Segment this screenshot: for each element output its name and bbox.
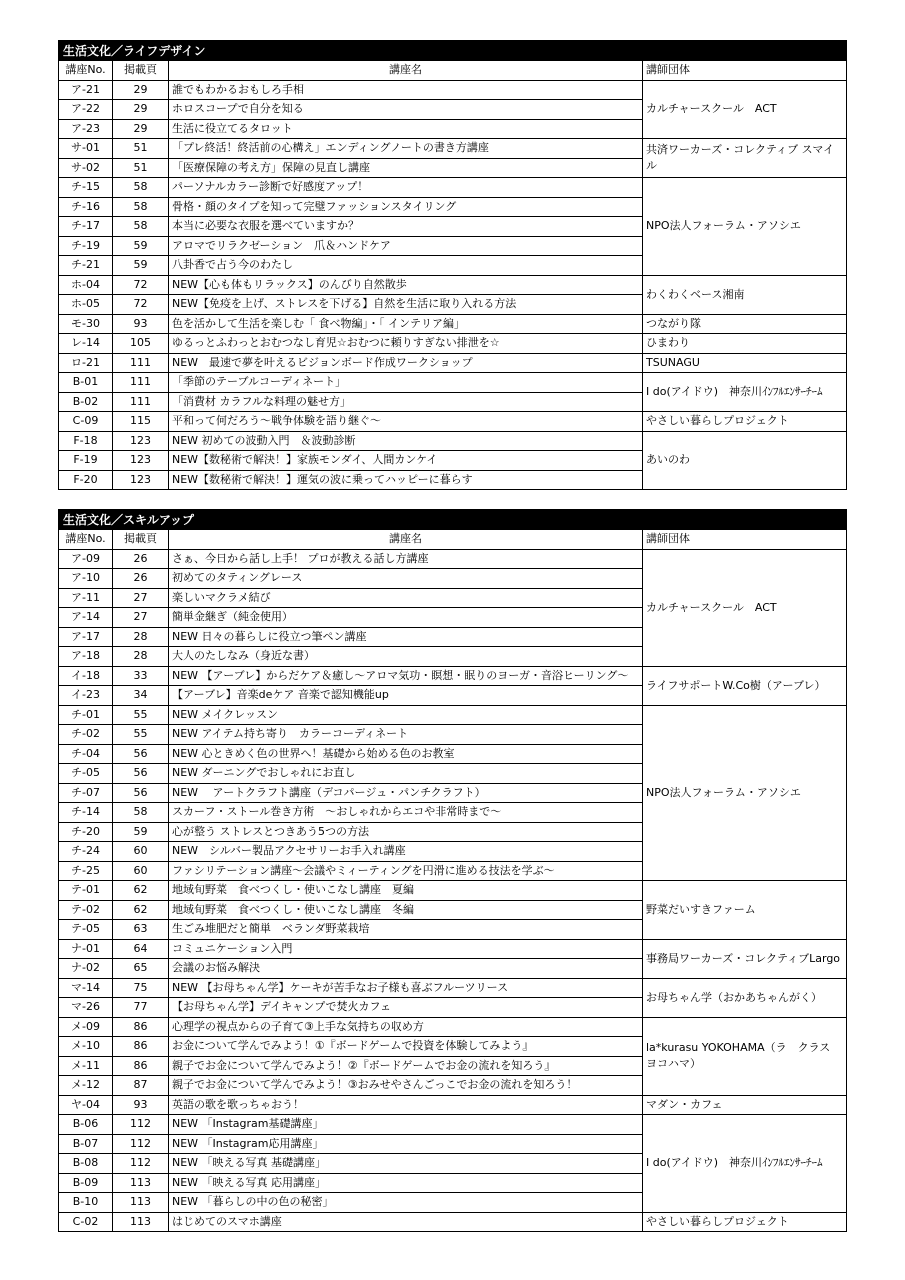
course-name: 心理学の視点からの子育て③上手な気持ちの収め方	[169, 1017, 643, 1037]
course-page: 113	[113, 1193, 169, 1213]
course-name: 地域旬野菜 食べつくし・使いこなし講座 冬編	[169, 900, 643, 920]
course-page: 115	[113, 412, 169, 432]
course-page: 59	[113, 822, 169, 842]
table-row	[59, 373, 847, 393]
course-no: サ-01	[59, 139, 113, 159]
course-name: 骨格・顔のタイプを知って完璧ファッションスタイリング	[169, 197, 643, 217]
course-name: 親子でお金について学んでみよう！②『ボードゲームでお金の流れを知ろう』	[169, 1056, 643, 1076]
course-name: 楽しいマクラメ結び	[169, 588, 643, 608]
instructor-org: I do(アイドウ) 神奈川ｲﾝﾌﾙｴﾝｻｰﾁｰﾑ	[643, 1115, 847, 1213]
course-table-life-design	[58, 40, 847, 490]
course-no: チ-02	[59, 725, 113, 745]
course-page: 29	[113, 100, 169, 120]
course-no: B-10	[59, 1193, 113, 1213]
col-header-no: 講座No.	[59, 61, 113, 81]
course-page: 58	[113, 178, 169, 198]
course-page: 55	[113, 725, 169, 745]
course-name: 「医療保障の考え方」保障の見直し講座	[169, 158, 643, 178]
course-page: 86	[113, 1017, 169, 1037]
course-name: NEW 【お母ちゃん学】ケーキが苦手なお子様も喜ぶフルーツリース	[169, 978, 643, 998]
table-row	[59, 314, 847, 334]
course-page: 72	[113, 295, 169, 315]
course-no: ヤ-04	[59, 1095, 113, 1115]
instructor-org: あいのわ	[643, 431, 847, 490]
instructor-org: ライフサポートW.Co樹（アーブレ）	[643, 666, 847, 705]
instructor-org: NPO法人フォーラム・アソシエ	[643, 178, 847, 276]
course-no: チ-21	[59, 256, 113, 276]
course-no: ホ-04	[59, 275, 113, 295]
course-no: イ-23	[59, 686, 113, 706]
course-page: 27	[113, 608, 169, 628]
course-name: さぁ、今日から話し上手！ プロが教える話し方講座	[169, 549, 643, 569]
course-no: モ-30	[59, 314, 113, 334]
course-no: ア-10	[59, 569, 113, 589]
course-name: ホロスコープで自分を知る	[169, 100, 643, 120]
course-page: 29	[113, 80, 169, 100]
course-name: NEW ダーニングでおしゃれにお直し	[169, 764, 643, 784]
instructor-org: カルチャースクール ACT	[643, 80, 847, 139]
col-header-name: 講座名	[169, 530, 643, 550]
course-name: 八卦香で占う今のわたし	[169, 256, 643, 276]
table-row	[59, 705, 847, 725]
course-no: ア-17	[59, 627, 113, 647]
course-no: B-02	[59, 392, 113, 412]
course-name: ファシリテーション講座～会議やミィーティングを円滑に進める技法を学ぶ～	[169, 861, 643, 881]
course-no: ア-22	[59, 100, 113, 120]
course-name: 会議のお悩み解決	[169, 959, 643, 979]
table-row	[59, 939, 847, 959]
course-name: アロマでリラクゼーション 爪＆ハンドケア	[169, 236, 643, 256]
course-no: ナ-01	[59, 939, 113, 959]
course-page: 112	[113, 1115, 169, 1135]
course-no: テ-01	[59, 881, 113, 901]
col-header-page: 掲載頁	[113, 61, 169, 81]
course-no: メ-09	[59, 1017, 113, 1037]
course-no: チ-05	[59, 764, 113, 784]
course-name: NEW 初めての波動入門 ＆波動診断	[169, 431, 643, 451]
course-no: ロ-21	[59, 353, 113, 373]
course-name: NEW 心ときめく色の世界へ！基礎から始める色のお教室	[169, 744, 643, 764]
course-no: ア-11	[59, 588, 113, 608]
course-page: 59	[113, 256, 169, 276]
table-row	[59, 1115, 847, 1135]
table-header-row	[59, 530, 847, 550]
course-page: 34	[113, 686, 169, 706]
course-name: コミュニケーション入門	[169, 939, 643, 959]
instructor-org: カルチャースクール ACT	[643, 549, 847, 666]
course-page: 58	[113, 197, 169, 217]
course-no: ア-21	[59, 80, 113, 100]
section-title: 生活文化／ライフデザイン	[59, 41, 847, 61]
course-page: 112	[113, 1154, 169, 1174]
course-no: チ-24	[59, 842, 113, 862]
instructor-org: 事務局ワーカーズ・コレクティブLargo	[643, 939, 847, 978]
course-no: F-20	[59, 470, 113, 490]
course-name: NEW アートクラフト講座（デコパージュ・パンチクラフト）	[169, 783, 643, 803]
course-page: 60	[113, 861, 169, 881]
course-name: 簡単金継ぎ（純金使用）	[169, 608, 643, 628]
course-page: 72	[113, 275, 169, 295]
course-no: マ-26	[59, 998, 113, 1018]
course-name: スカーフ・ストール巻き方術 ～おしゃれからエコや非常時まで～	[169, 803, 643, 823]
course-no: チ-19	[59, 236, 113, 256]
col-header-page: 掲載頁	[113, 530, 169, 550]
course-no: ア-14	[59, 608, 113, 628]
course-name: はじめてのスマホ講座	[169, 1212, 643, 1232]
table-row	[59, 1095, 847, 1115]
course-page: 56	[113, 744, 169, 764]
course-page: 86	[113, 1037, 169, 1057]
course-name: NEW 「暮らしの中の色の秘密」	[169, 1193, 643, 1213]
course-page: 86	[113, 1056, 169, 1076]
course-table-skill-up	[58, 509, 847, 1232]
course-page: 51	[113, 139, 169, 159]
course-name: 生ごみ堆肥だと簡単 ベランダ野菜栽培	[169, 920, 643, 940]
table-row	[59, 275, 847, 295]
course-name: パーソナルカラー診断で好感度アップ！	[169, 178, 643, 198]
course-page: 27	[113, 588, 169, 608]
course-no: ア-18	[59, 647, 113, 667]
course-name: 心が整う ストレスとつきあう5つの方法	[169, 822, 643, 842]
course-name: NEW【心も体もリラックス】のんびり自然散歩	[169, 275, 643, 295]
course-no: ア-23	[59, 119, 113, 139]
course-page: 111	[113, 392, 169, 412]
course-page: 111	[113, 373, 169, 393]
course-page: 77	[113, 998, 169, 1018]
instructor-org: つながり隊	[643, 314, 847, 334]
course-name: NEW【免疫を上げ、ストレスを下げる】自然を生活に取り入れる方法	[169, 295, 643, 315]
course-no: メ-11	[59, 1056, 113, 1076]
table-row	[59, 1212, 847, 1232]
course-page: 75	[113, 978, 169, 998]
instructor-org: 野菜だいすきファーム	[643, 881, 847, 940]
course-page: 60	[113, 842, 169, 862]
instructor-org: やさしい暮らしプロジェクト	[643, 412, 847, 432]
table-row	[59, 549, 847, 569]
course-no: ア-09	[59, 549, 113, 569]
course-page: 55	[113, 705, 169, 725]
course-name: NEW 日々の暮らしに役立つ筆ペン講座	[169, 627, 643, 647]
course-page: 87	[113, 1076, 169, 1096]
course-page: 63	[113, 920, 169, 940]
course-name: 【お母ちゃん学】デイキャンプで焚火カフェ	[169, 998, 643, 1018]
instructor-org: la*kurasu YOKOHAMA（ラ クラス ヨコハマ）	[643, 1017, 847, 1095]
instructor-org: お母ちゃん学（おかあちゃんがく）	[643, 978, 847, 1017]
course-name: 「プレ終活！終活前の心構え」エンディングノートの書き方講座	[169, 139, 643, 159]
instructor-org: わくわくベース湘南	[643, 275, 847, 314]
table-row	[59, 978, 847, 998]
course-no: チ-01	[59, 705, 113, 725]
course-no: B-01	[59, 373, 113, 393]
course-name: 「季節のテーブルコーディネート」	[169, 373, 643, 393]
course-page: 56	[113, 764, 169, 784]
course-name: NEW 【アーブレ】からだケア＆癒し～アロマ気功・瞑想・眠りのヨーガ・音浴ヒーリング～	[169, 666, 643, 686]
course-name: NEW 「Instagram応用講座」	[169, 1134, 643, 1154]
col-header-org: 講師団体	[643, 61, 847, 81]
course-page: 65	[113, 959, 169, 979]
course-no: チ-15	[59, 178, 113, 198]
table-row	[59, 334, 847, 354]
course-no: C-09	[59, 412, 113, 432]
course-name: NEW シルバー製品アクセサリーお手入れ講座	[169, 842, 643, 862]
course-name: NEW 「映える写真 応用講座」	[169, 1173, 643, 1193]
course-no: チ-17	[59, 217, 113, 237]
course-no: B-09	[59, 1173, 113, 1193]
course-no: チ-25	[59, 861, 113, 881]
course-page: 123	[113, 470, 169, 490]
course-page: 58	[113, 803, 169, 823]
course-name: 「消費材 カラフルな料理の魅せ方」	[169, 392, 643, 412]
instructor-org: I do(アイドウ) 神奈川ｲﾝﾌﾙｴﾝｻｰﾁｰﾑ	[643, 373, 847, 412]
instructor-org: TSUNAGU	[643, 353, 847, 373]
course-page: 123	[113, 431, 169, 451]
instructor-org: マダン・カフェ	[643, 1095, 847, 1115]
table-row	[59, 1017, 847, 1037]
course-page: 112	[113, 1134, 169, 1154]
course-page: 59	[113, 236, 169, 256]
course-name: NEW【数秘術で解決！】運気の波に乗ってハッピーに暮らす	[169, 470, 643, 490]
course-no: テ-02	[59, 900, 113, 920]
course-page: 58	[113, 217, 169, 237]
course-no: メ-10	[59, 1037, 113, 1057]
col-header-no: 講座No.	[59, 530, 113, 550]
course-page: 62	[113, 900, 169, 920]
instructor-org: 共済ワーカーズ・コレクティブ スマイル	[643, 139, 847, 178]
course-no: F-19	[59, 451, 113, 471]
course-page: 113	[113, 1212, 169, 1232]
course-no: B-08	[59, 1154, 113, 1174]
course-name: 大人のたしなみ（身近な書）	[169, 647, 643, 667]
course-name: NEW メイクレッスン	[169, 705, 643, 725]
col-header-name: 講座名	[169, 61, 643, 81]
course-no: ホ-05	[59, 295, 113, 315]
course-no: マ-14	[59, 978, 113, 998]
course-page: 93	[113, 1095, 169, 1115]
course-no: チ-16	[59, 197, 113, 217]
course-name: NEW 「映える写真 基礎講座」	[169, 1154, 643, 1174]
course-page: 123	[113, 451, 169, 471]
course-no: ナ-02	[59, 959, 113, 979]
course-page: 62	[113, 881, 169, 901]
course-no: B-06	[59, 1115, 113, 1135]
course-no: テ-05	[59, 920, 113, 940]
course-name: 誰でもわかるおもしろ手相	[169, 80, 643, 100]
table-row	[59, 353, 847, 373]
course-page: 111	[113, 353, 169, 373]
course-name: NEW アイテム持ち寄り カラーコーディネート	[169, 725, 643, 745]
course-page: 29	[113, 119, 169, 139]
instructor-org: やさしい暮らしプロジェクト	[643, 1212, 847, 1232]
course-page: 113	[113, 1173, 169, 1193]
course-name: 英語の歌を歌っちゃおう！	[169, 1095, 643, 1115]
course-page: 105	[113, 334, 169, 354]
course-page: 56	[113, 783, 169, 803]
table-row	[59, 80, 847, 100]
col-header-org: 講師団体	[643, 530, 847, 550]
table-header-row	[59, 61, 847, 81]
table-row	[59, 412, 847, 432]
course-page: 28	[113, 627, 169, 647]
course-no: チ-07	[59, 783, 113, 803]
course-page: 51	[113, 158, 169, 178]
course-no: C-02	[59, 1212, 113, 1232]
course-page: 64	[113, 939, 169, 959]
table-row	[59, 139, 847, 159]
course-no: B-07	[59, 1134, 113, 1154]
course-no: サ-02	[59, 158, 113, 178]
table-row	[59, 431, 847, 451]
section-title: 生活文化／スキルアップ	[59, 510, 847, 530]
course-page: 93	[113, 314, 169, 334]
course-name: NEW 「Instagram基礎講座」	[169, 1115, 643, 1135]
course-name: お金について学んでみよう！①『ボードゲームで投資を体験してみよう』	[169, 1037, 643, 1057]
course-name: 【アーブレ】音楽deケア 音楽で認知機能up	[169, 686, 643, 706]
table-row	[59, 881, 847, 901]
course-page: 26	[113, 549, 169, 569]
course-page: 28	[113, 647, 169, 667]
table-row	[59, 178, 847, 198]
course-name: NEW 最速で夢を叶えるビジョンボード作成ワークショップ	[169, 353, 643, 373]
course-name: 地域旬野菜 食べつくし・使いこなし講座 夏編	[169, 881, 643, 901]
course-no: チ-20	[59, 822, 113, 842]
course-no: チ-04	[59, 744, 113, 764]
course-no: イ-18	[59, 666, 113, 686]
course-no: チ-14	[59, 803, 113, 823]
course-name: 親子でお金について学んでみよう！③おみせやさんごっこでお金の流れを知ろう！	[169, 1076, 643, 1096]
course-page: 33	[113, 666, 169, 686]
course-name: 本当に必要な衣服を選べていますか？	[169, 217, 643, 237]
course-no: F-18	[59, 431, 113, 451]
course-name: 生活に役立てるタロット	[169, 119, 643, 139]
course-name: 平和って何だろう～戦争体験を語り継ぐ～	[169, 412, 643, 432]
course-name: ゆるっとふわっとおむつなし育児☆おむつに頼りすぎない排泄を☆	[169, 334, 643, 354]
course-name: 初めてのタティングレース	[169, 569, 643, 589]
course-name: 色を活かして生活を楽しむ「 食べ物編」・「 インテリア編」	[169, 314, 643, 334]
table-row	[59, 666, 847, 686]
instructor-org: ひまわり	[643, 334, 847, 354]
instructor-org: NPO法人フォーラム・アソシエ	[643, 705, 847, 881]
course-name: NEW【数秘術で解決！】家族モンダイ、人間カンケイ	[169, 451, 643, 471]
course-no: メ-12	[59, 1076, 113, 1096]
course-page: 26	[113, 569, 169, 589]
course-no: レ-14	[59, 334, 113, 354]
